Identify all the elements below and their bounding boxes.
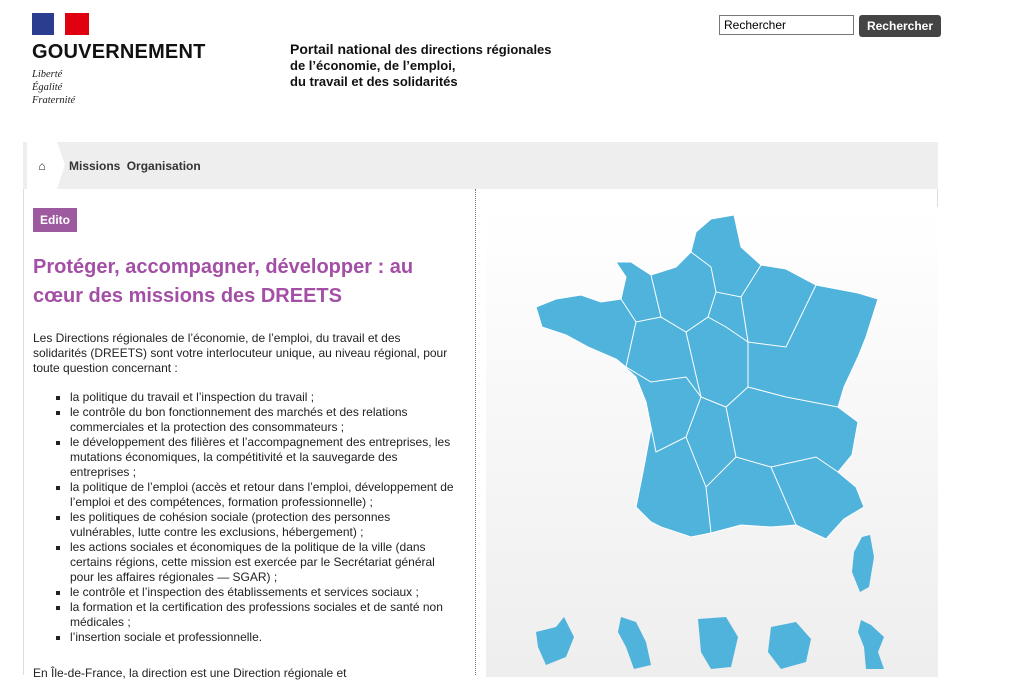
page-title: Protéger, accompagner, développer : au cœur des missions des DREETS [33,256,414,307]
list-item: ▪ le développement des filières et l’accompagnement des entreprises, les mutations économiques, la compétitivité et la sauvegarde des entreprises ; [70,435,454,480]
map-region-mayotte [858,620,884,669]
logo-text: GOUVERNEMENT [32,41,206,63]
home-icon: ⌂ [38,158,46,173]
nav-item-missions[interactable]: Missions [69,159,121,173]
breadcrumb-chevron [57,142,65,189]
list-item: ▪ l’insertion sociale et professionnelle. [70,630,454,645]
portal-title-line1: des directions régionales [391,42,552,57]
search-button[interactable]: Rechercher [859,15,941,37]
motto-line: Liberté [32,69,63,80]
map-region-martinique [618,617,651,669]
list-item: ▪ le contrôle du bon fonctionnement des marchés et des relations commerciales et la protection des consommateurs ; [70,405,454,435]
list-item: ▪ le contrôle et l’inspection des établissements et services sociaux ; [70,585,454,600]
map-region-guyane [698,617,738,669]
search-form [719,15,941,37]
government-logo[interactable] [32,13,206,107]
portal-title-line3: du travail et des solidarités [290,74,458,89]
france-map[interactable] [486,207,938,677]
marianne-flag-icon [32,13,89,35]
portal-title [290,41,552,90]
intro-text: Les Directions régionales de l’économie, de l’emploi, du travail et des solidarités (DREETS) sont votre interlocuteur unique, au niveau régional, pour toute question concernant : [33,331,448,375]
nav-bar [23,142,938,189]
main-nav [69,159,201,173]
nav-item-organisation[interactable]: Organisation [126,159,201,173]
motto [32,68,206,107]
home-button[interactable] [27,142,57,189]
motto-line: Égalité [32,82,63,93]
search-input[interactable] [719,15,854,35]
map-region-corsica [852,535,874,592]
edito-tag: Edito [33,208,77,232]
list-item: ▪ la politique de l’emploi (accès et retour dans l’emploi, développement de l’emploi et des compétences, formation professionnelle) ; [70,480,454,510]
motto-line: Fraternité [32,95,76,106]
main-content [23,189,938,680]
portal-title-line2: de l’économie, de l’emploi, [290,58,456,73]
list-item: ▪ la politique du travail et l’inspection du travail ; [70,390,454,405]
missions-list [54,390,454,645]
regions-map[interactable] [486,207,938,677]
paragraph-cut: En Île-de-France, la direction est une Direction régionale et [33,666,347,680]
portal-title-bold: Portail national [290,41,392,57]
list-item: ▪ les politiques de cohésion sociale (protection des personnes vulnérables, lutte contre les exclusions, hébergement) ; [70,510,454,540]
edito-column [24,189,476,680]
list-item: ▪ les actions sociales et économiques de la politique de la ville (dans certains régions, cette mission est exercée par le Secrétariat général pour les affaires régionales — SGAR) ; [70,540,454,585]
map-region-guadeloupe [536,617,574,665]
list-item: ▪ la formation et la certification des professions sociales et de santé non médicales ; [70,600,454,630]
map-region-reunion [768,622,811,669]
